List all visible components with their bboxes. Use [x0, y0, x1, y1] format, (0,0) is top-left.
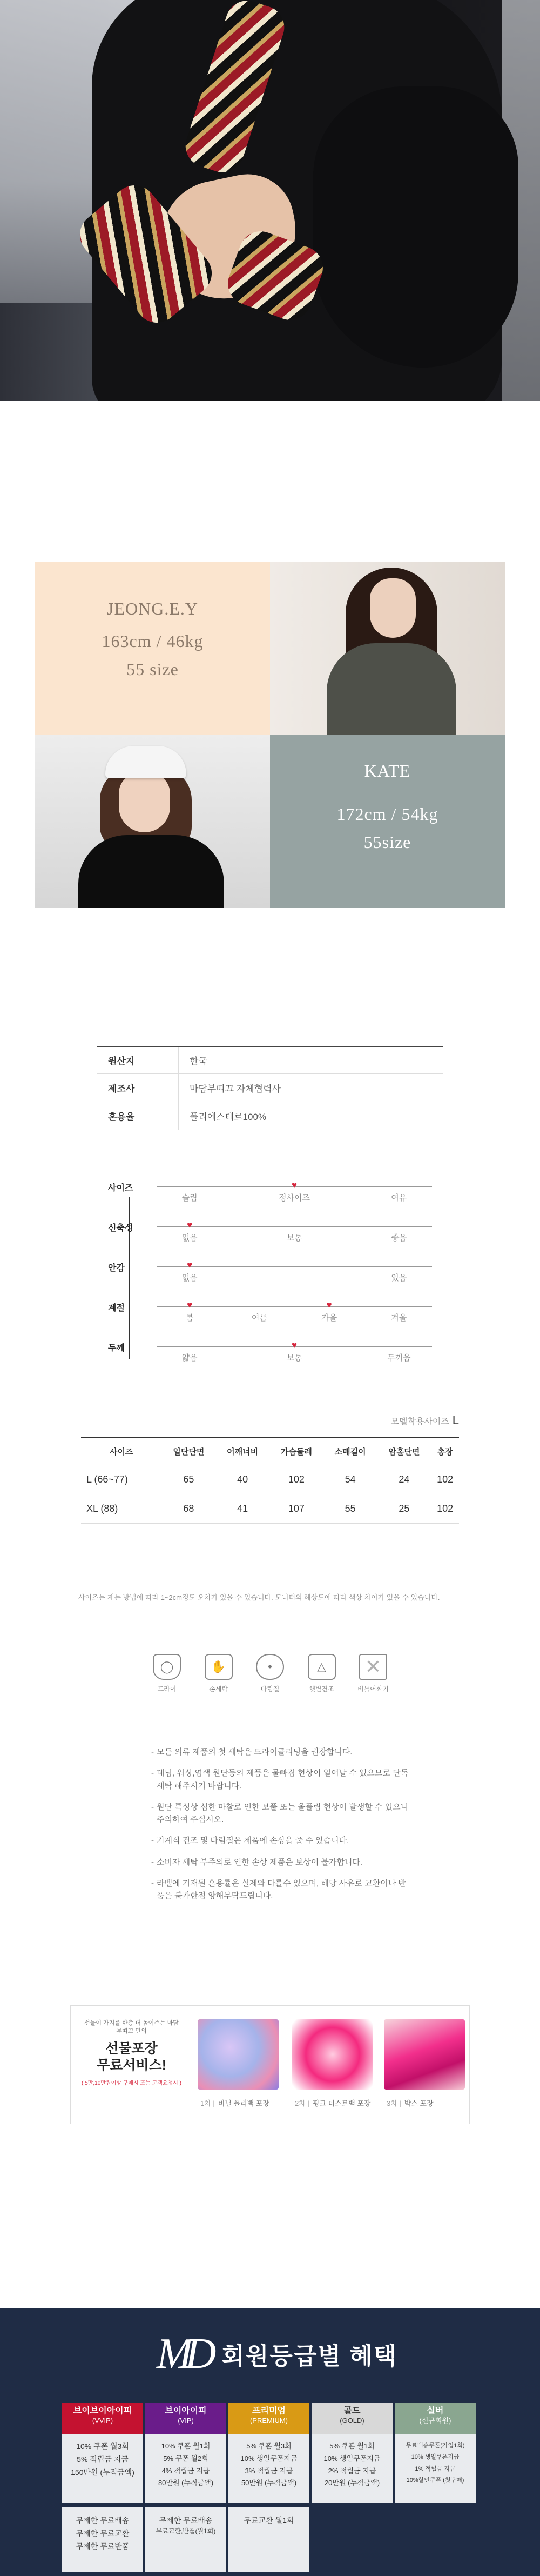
care-note: - 데님, 워싱,염색 원단등의 제품은 물빠짐 현상이 일어날 수 있으므로 단독 세탁 해주시기 바랍니다. [151, 1767, 410, 1792]
dry-clean-icon: ◯ [153, 1654, 181, 1680]
fit-option: 얇음 [181, 1353, 198, 1363]
vvip-shipping: 무제한 무료배송 무제한 무료교환 무제한 무료반품 [62, 2507, 143, 2572]
tier-benefits: 5% 쿠폰 월3회 10% 생일쿠폰지급 3% 적립금 지급 50만원 (누적금액) [228, 2434, 309, 2503]
gift-step2-caption: 2차 | 핑크 더스트백 포장 [295, 2099, 371, 2107]
fit-row [108, 1296, 432, 1336]
model1-stats: 163cm / 46kg [102, 631, 204, 651]
selected-heart-icon: ♥ [187, 1300, 193, 1310]
size-header: 일단단면 [162, 1438, 216, 1465]
membership-title [157, 2330, 398, 2378]
fit-option: 있음 [391, 1273, 407, 1283]
fit-option: 여유 [391, 1193, 407, 1203]
info-label: 원산지 [108, 1056, 135, 1066]
tier-gold [312, 2403, 393, 2503]
fit-option: 보통 [286, 1353, 302, 1363]
fit-label: 계절 [108, 1304, 125, 1313]
fit-label: 신축성 [108, 1224, 133, 1233]
fit-label: 사이즈 [108, 1184, 133, 1193]
size-cell: 55 [323, 1494, 377, 1523]
info-value: 한국 [178, 1047, 443, 1073]
model2-size: 55size [363, 832, 411, 852]
size-cell: 24 [377, 1465, 431, 1494]
fit-line [157, 1226, 432, 1227]
model2-stats: 172cm / 54kg [336, 804, 438, 824]
hand-wash-icon: ✋ [205, 1654, 233, 1680]
fit-label: 안감 [108, 1264, 125, 1273]
selected-heart-icon: ♥ [187, 1260, 193, 1270]
model-size-note [81, 1413, 459, 1427]
size-header: 어깨너비 [215, 1438, 269, 1465]
size-cell: 68 [162, 1494, 216, 1523]
info-row [97, 1102, 443, 1130]
fit-line [157, 1266, 432, 1267]
model2-info [270, 735, 505, 908]
fit-label: 두께 [108, 1344, 125, 1353]
fit-option: 보통 [286, 1233, 302, 1243]
gift-title [82, 2040, 181, 2074]
size-cell: 54 [323, 1465, 377, 1494]
size-cell: 107 [269, 1494, 323, 1523]
tier-benefits: 5% 쿠폰 월1회 10% 생일쿠폰지급 2% 적립금 지급 20만원 (누적금액) [312, 2434, 393, 2503]
tier-vvip [62, 2403, 143, 2503]
gift-condition: ( 5만,10만원이상 구매시 또는 고객요청시 ) [82, 2080, 181, 2087]
product-info-table [97, 1046, 443, 1130]
size-cell: 40 [215, 1465, 269, 1494]
fit-option: 겨울 [391, 1313, 407, 1323]
model1-size: 55 size [126, 659, 179, 679]
size-cell: 102 [431, 1494, 459, 1523]
fit-chart [108, 1176, 432, 1376]
fit-option: 여름 [251, 1313, 267, 1323]
size-cell: 102 [431, 1465, 459, 1494]
fit-option: 봄 [185, 1313, 194, 1323]
tier-header: 실버 (신규회원) [395, 2403, 476, 2434]
tier-header: 프리미엄 (PREMIUM) [228, 2403, 309, 2434]
tier-benefits: 10% 쿠폰 월3회 5% 적립금 지급 150만원 (누적금액) [62, 2434, 143, 2503]
tier-header: 브이브이아이피 (VVIP) [62, 2403, 143, 2434]
care-item [146, 1654, 188, 1693]
care-label: 비틀어짜기 [357, 1685, 389, 1693]
model-size-value: L [452, 1413, 459, 1427]
model2-photo [35, 735, 270, 908]
info-label: 혼용율 [108, 1112, 135, 1122]
gift-step1-image [198, 2019, 279, 2090]
size-header: 사이즈 [81, 1438, 162, 1465]
vip-shipping: 무제한 무료배송 무료교환,반품(월1회) [145, 2507, 226, 2572]
fit-option: 가을 [321, 1313, 338, 1323]
size-table-section [81, 1413, 459, 1524]
gift-step3-image [384, 2019, 465, 2090]
care-label: 손세탁 [209, 1685, 228, 1693]
hero-product-photo [0, 0, 540, 401]
tier-benefits: 10% 쿠폰 월1회 5% 쿠폰 월2회 4% 적립금 지급 80만원 (누적금액) [145, 2434, 226, 2503]
selected-heart-icon: ♥ [291, 1340, 298, 1350]
size-header: 총장 [431, 1438, 459, 1465]
fit-line [157, 1306, 432, 1307]
fit-row [108, 1216, 432, 1256]
care-instructions [146, 1654, 394, 1693]
tier-header: 브이아이피 (VIP) [145, 2403, 226, 2434]
size-header: 소매길이 [323, 1438, 377, 1465]
selected-heart-icon: ♥ [187, 1220, 193, 1230]
gift-title-line1: 선물포장 [105, 2040, 158, 2056]
selected-heart-icon: ♥ [326, 1300, 332, 1310]
info-row [97, 1074, 443, 1102]
info-label: 제조사 [108, 1084, 135, 1094]
model-size-label: 모델착용사이즈 [390, 1417, 449, 1426]
membership-heading: 회원등급별 혜택 [221, 2343, 398, 2370]
size-header: 암홀단면 [377, 1438, 431, 1465]
fit-row [108, 1176, 432, 1216]
care-note: - 기계식 건조 및 다림질은 제품에 손상을 줄 수 있습니다. [151, 1834, 410, 1847]
size-header: 가슴둘레 [269, 1438, 323, 1465]
tier-header: 골드 (GOLD) [312, 2403, 393, 2434]
gift-step1-caption: 1차 | 비닐 폴리백 포장 [200, 2099, 269, 2107]
care-notes-list [151, 1746, 410, 1911]
bleach-icon: △ [308, 1654, 336, 1680]
gift-wrap-banner [70, 2005, 470, 2124]
md-logo: MD [157, 2330, 209, 2378]
size-cell: XL (88) [81, 1494, 162, 1523]
gift-step3-caption: 3차 | 박스 포장 [387, 2099, 434, 2107]
care-note: - 소비자 세탁 부주의로 인한 손상 제품은 보상이 불가합니다. [151, 1856, 410, 1868]
gift-subtitle: 선물이 가지를 한층 더 높여주는 마담부띠끄 만의 [84, 2020, 179, 2035]
model-info-box [35, 562, 505, 908]
size-cell: 41 [215, 1494, 269, 1523]
premium-shipping: 무료교환 월1회 [228, 2507, 309, 2572]
fit-row [108, 1336, 432, 1376]
model2-name: KATE [364, 761, 411, 780]
fit-option: 없음 [181, 1233, 198, 1243]
size-cell: L (66~77) [81, 1465, 162, 1494]
fit-option: 없음 [181, 1273, 198, 1283]
care-item [249, 1654, 291, 1693]
tier-vip [145, 2403, 226, 2503]
tier-silver [395, 2403, 476, 2503]
membership-benefits [0, 2308, 540, 2576]
table-row [81, 1494, 459, 1523]
care-item [352, 1654, 394, 1693]
size-table-header [81, 1438, 459, 1465]
table-row [81, 1465, 459, 1494]
blouse-sleeve [313, 86, 518, 368]
care-label: 햇볕건조 [309, 1685, 334, 1693]
tier-grid [62, 2403, 478, 2503]
size-cell: 25 [377, 1494, 431, 1523]
gift-wrap-text [82, 2019, 181, 2086]
care-label: 드라이 [157, 1685, 177, 1693]
gift-step2-image [292, 2019, 373, 2090]
care-note: - 라벨에 기재된 혼용률은 실제와 다를수 있으며, 해당 사유로 교환이나 반품은 불가한점 양해부탁드립니다. [151, 1877, 410, 1903]
selected-heart-icon: ♥ [291, 1180, 298, 1190]
model1-photo [270, 562, 505, 735]
fit-option: 정사이즈 [279, 1193, 310, 1203]
tier-premium [228, 2403, 309, 2503]
size-disclaimer: 사이즈는 재는 방법에 따라 1~2cm정도 오차가 있을 수 있습니다. 모니터의 해상도에 따라 색상 차이가 있을 수 있습니다. [78, 1592, 467, 1614]
care-item [198, 1654, 240, 1693]
info-value: 폴리에스테르100% [178, 1102, 443, 1130]
model1-name: JEONG.E.Y [107, 599, 198, 618]
care-label: 다림질 [260, 1685, 280, 1693]
gift-title-line2: 무료서비스! [96, 2058, 167, 2073]
care-note: - 원단 특성상 심한 마찰로 인한 보풀 또는 올풀림 현상이 발생할 수 있으니 주의하여 주십시오. [151, 1801, 410, 1826]
care-note: - 모든 의류 제품의 첫 세탁은 드라이클리닝을 권장합니다. [151, 1746, 410, 1758]
no-machine-wash-icon: ✕ [359, 1654, 387, 1680]
size-cell: 65 [162, 1465, 216, 1494]
fit-option: 슬림 [181, 1193, 198, 1203]
fit-option: 두꺼움 [387, 1353, 411, 1363]
ironing-icon: • [256, 1654, 284, 1680]
fit-row [108, 1256, 432, 1296]
size-cell: 102 [269, 1465, 323, 1494]
info-row [97, 1046, 443, 1074]
model1-info [35, 562, 270, 735]
info-value: 마담부띠끄 자체협력사 [178, 1074, 443, 1102]
tier-shipping-benefits [62, 2507, 478, 2572]
fit-option: 좋음 [391, 1233, 407, 1243]
tier-benefits: 무료배송쿠폰(가입1회) 10% 생일쿠폰지급 1% 적립금 지급 10%할인쿠폰 (첫구매) [395, 2434, 476, 2503]
care-item [301, 1654, 343, 1693]
size-table [81, 1437, 459, 1524]
